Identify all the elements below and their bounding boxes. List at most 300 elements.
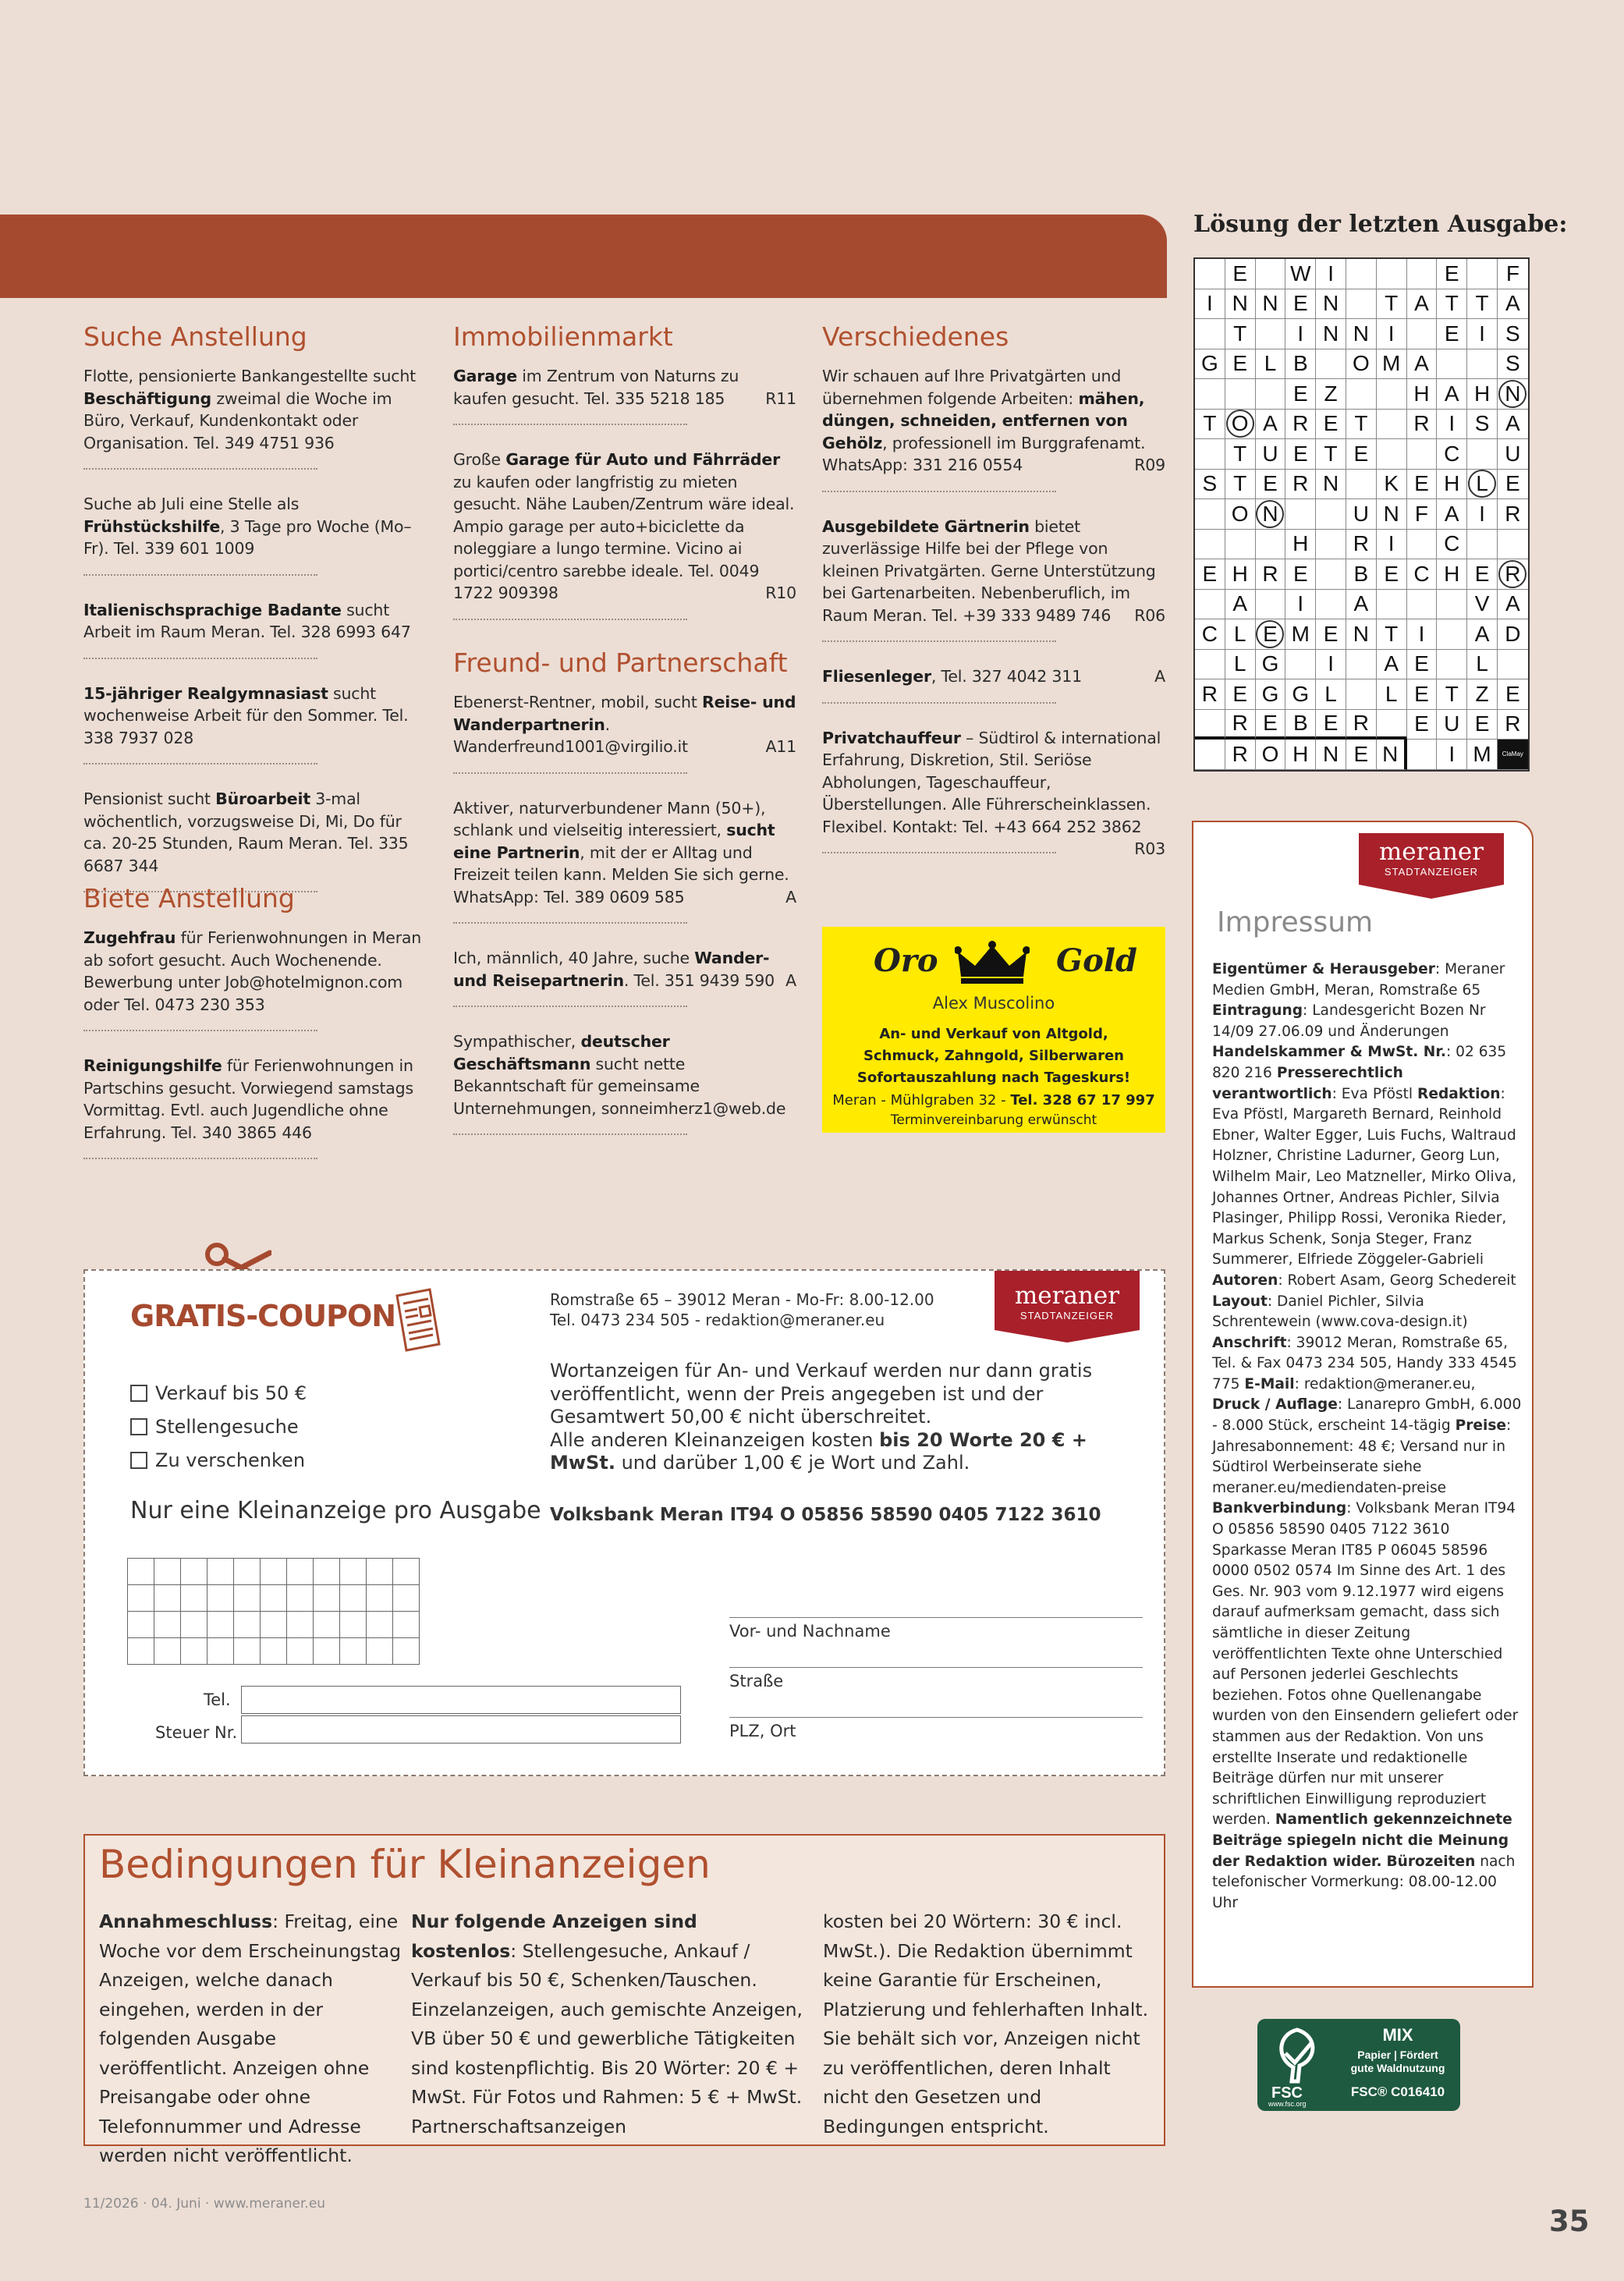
classified-ad: Reinigungshilfe für Ferienwohnungen in Partschins gesucht. Vorwiegend samstags Vormittag. Evtl. auch Jugendliche ohne Erfahrung. Tel. 340 3865 446 xyxy=(83,1055,427,1159)
grid-cell[interactable] xyxy=(207,1638,234,1665)
classified-ad: Fliesenleger, Tel. 327 4042 311 A xyxy=(822,665,1165,704)
grid-cell[interactable] xyxy=(128,1612,154,1638)
crossword-cell xyxy=(1377,410,1407,440)
crossword-cell: A xyxy=(1498,410,1528,440)
meraner-logo xyxy=(1359,833,1504,885)
crossword-cell: T xyxy=(1437,289,1467,320)
crossword-cell xyxy=(1407,259,1438,289)
crossword-cell: S xyxy=(1498,349,1528,380)
grid-cell[interactable] xyxy=(207,1585,234,1612)
heading-suche-anstellung: Suche Anstellung xyxy=(83,321,307,352)
crossword-cell: E xyxy=(1285,379,1316,410)
crossword-cell: L xyxy=(1467,470,1498,500)
classified-ad: Suche ab Juli eine Stelle als Frühstückshilfe, 3 Tage pro Woche (Mo–Fr). Tel. 339 601 1009 xyxy=(83,493,427,576)
crossword-cell xyxy=(1346,379,1377,410)
crossword-cell: E xyxy=(1407,470,1438,500)
crossword-cell xyxy=(1195,499,1225,530)
crossword-cell xyxy=(1377,379,1407,410)
crossword-cell xyxy=(1256,259,1286,289)
grid-cell[interactable] xyxy=(314,1638,340,1665)
crossword-cell: O xyxy=(1346,349,1377,380)
conditions-title: Bedingungen für Kleinanzeigen xyxy=(99,1842,711,1887)
crossword-cell: H xyxy=(1225,559,1256,590)
classified-ad: Zugehfrau für Ferienwohnungen in Meran ab sofort gesucht. Auch Wochenende. Bewerbung unter Job@hotelmignon.com oder Tel. 0473 230 353 xyxy=(83,927,427,1031)
grid-cell[interactable] xyxy=(314,1612,340,1638)
grid-cell[interactable] xyxy=(154,1585,181,1612)
grid-cell[interactable] xyxy=(261,1559,287,1585)
street-label: Straße xyxy=(729,1672,784,1690)
impressum-entry: Preise: Jahresabonnement: 48 €; Versand nur in Südtirol Werbeinserate siehe meraner.eu/mediendaten-preise xyxy=(1212,1417,1512,1496)
classified-ad: 15-jähriger Realgymnasiast sucht wochenweise Arbeit für den Sommer. Tel. 338 7937 028 xyxy=(83,683,427,765)
crossword-cell: U xyxy=(1256,439,1286,470)
heading-verschiedenes: Verschiedenes xyxy=(822,321,1009,352)
crossword-cell: A xyxy=(1407,289,1438,320)
crossword-cell: L xyxy=(1256,349,1286,380)
crossword-cell: E xyxy=(1437,259,1467,289)
crossword-cell: A xyxy=(1498,289,1528,320)
crossword-cell: E xyxy=(1285,439,1316,470)
crossword-cell: S xyxy=(1195,470,1225,500)
impressum-entry: Im Sinne des Art. 1 des Ges. Nr. 903 vom 9.12.1977 wird eigens darauf aufmerksam gemacht, dass sich sämtliche in dieser Zeitung veröffentlichten Texte ohne Unterschied auf Personen jederlei Geschlechts beziehen. Fotos ohne Quellenangabe wurden von den Einsendern geliefert oder stammen aus der Redaktion. Von uns erstellte Inserate und redaktionelle Beiträge dürfen nur mit unserer schriftlichen Einwilligung reproduziert werden. xyxy=(1212,1563,1519,1829)
crossword-cell xyxy=(1467,259,1498,289)
gratis-coupon xyxy=(83,1269,1165,1776)
crossword-cell: E xyxy=(1316,410,1346,440)
crossword-cell: I xyxy=(1467,319,1498,349)
impressum-entry: Bankverbindung: Volksbank Meran IT94 O 05856 58590 0405 7122 3610 Sparkasse Meran IT85 P 06045 58596 0000 0502 0574 xyxy=(1212,1500,1516,1580)
crossword-cell: A xyxy=(1467,619,1498,650)
crossword-cell: R xyxy=(1285,410,1316,440)
crossword-cell: R xyxy=(1498,559,1528,590)
crossword-cell: B xyxy=(1285,349,1316,380)
crossword-cell xyxy=(1437,619,1467,650)
checkbox-verschenken[interactable] xyxy=(130,1452,147,1469)
grid-cell[interactable] xyxy=(340,1585,367,1612)
crossword-cell xyxy=(1407,740,1438,770)
crossword-cell: T xyxy=(1225,470,1256,500)
fsc-line2: gute Waldnutzung xyxy=(1350,2062,1445,2074)
crossword-cell: O xyxy=(1225,410,1256,440)
tax-label: Steuer Nr. xyxy=(155,1723,238,1742)
crossword-cell: T xyxy=(1346,410,1377,440)
grid-cell[interactable] xyxy=(287,1638,314,1665)
grid-cell[interactable] xyxy=(314,1559,340,1585)
impressum-entry: Anschrift: 39012 Meran, Romstraße 65, Tel. & Fax 0473 234 505, Handy 333 4545 775 xyxy=(1212,1334,1517,1392)
grid-cell[interactable] xyxy=(234,1612,261,1638)
crossword-cell: R xyxy=(1498,710,1528,740)
crossword-cell xyxy=(1316,499,1346,530)
grid-cell[interactable] xyxy=(234,1638,261,1665)
grid-cell[interactable] xyxy=(234,1559,261,1585)
coupon-address: Romstraße 65 – 39012 Meran - Mo-Fr: 8.00-12.00 xyxy=(550,1290,934,1309)
coupon-logo-ribbon xyxy=(995,1330,1140,1343)
crossword-cell: T xyxy=(1195,410,1225,440)
crossword-cell: G xyxy=(1285,679,1316,710)
crossword-cell: E xyxy=(1316,710,1346,740)
ad-code: A xyxy=(785,887,796,906)
crossword-cell xyxy=(1498,530,1528,560)
crossword-cell: E xyxy=(1346,439,1377,470)
crossword-cell: R xyxy=(1195,679,1225,710)
crossword-cell xyxy=(1285,499,1316,530)
impressum-entry: Handelskammer & MwSt. Nr.: 02 635 820 216 xyxy=(1212,1044,1507,1081)
crossword-cell xyxy=(1437,650,1467,680)
crossword-cell: I xyxy=(1467,499,1498,530)
option-stellengesuche[interactable]: Stellengesuche xyxy=(130,1410,307,1444)
grid-cell[interactable] xyxy=(181,1585,207,1612)
ad-code: R10 xyxy=(765,584,796,602)
crossword-cell: A xyxy=(1346,590,1377,620)
crossword-cell: I xyxy=(1377,530,1407,560)
conditions-col3: kosten bei 20 Wörtern: 30 € incl. MwSt.). Die Redaktion übernimmt keine Garantie für Erscheinen, Platzierung und fehlerhaften Inhalt. Sie behält sich vor, Anzeigen nicht zu veröffentlichen, deren Inhalt nicht den Gesetzen und Bedingungen entspricht. xyxy=(823,1910,1149,2137)
ad-code: A11 xyxy=(765,737,796,756)
impressum-entry: Redaktion: Eva Pföstl, Margareth Bernard, Reinhold Ebner, Walter Egger, Luis Fuchs, Waltraud Holzner, Christine Ladurner, Georg Lun, Wilhelm Mair, Leo Matzneller, Mirko Oliva, Johannes Ortner, Andreas Pichler, Silvia Plasinger, Philipp Rossi, Veronika Rieder, Markus Schenk, Sonja Steger, Franz Summerer, Elfriede Zöggeler-Gabrieli xyxy=(1212,1085,1517,1268)
tel-field[interactable] xyxy=(241,1686,681,1714)
grid-cell[interactable] xyxy=(181,1612,207,1638)
solution-title: Lösung der letzten Ausgabe: xyxy=(1193,211,1568,238)
fsc-web: www.fsc.org xyxy=(1268,2100,1307,2108)
logo-line1: meraner xyxy=(1378,838,1484,866)
grid-cell[interactable] xyxy=(393,1585,420,1612)
classified-ad: Ich, männlich, 40 Jahre, suche Wander- und Reisepartnerin. Tel. 351 9439 590 A xyxy=(453,947,796,1007)
crossword-cell xyxy=(1407,530,1438,560)
gold-ad-line3: Sofortauszahlung nach Tageskurs! xyxy=(856,1070,1131,1086)
crossword-cell: C xyxy=(1407,559,1438,590)
crossword-cell xyxy=(1316,530,1346,560)
crossword-cell xyxy=(1407,590,1438,620)
crossword-cell xyxy=(1316,590,1346,620)
crossword-cell xyxy=(1316,349,1346,380)
grid-cell[interactable] xyxy=(367,1612,393,1638)
crossword-cell xyxy=(1467,530,1498,560)
conditions-col2: Nur folgende Anzeigen sind kostenlos: Stellengesuche, Ankauf / Verkauf bis 50 €, Schenken/Tauschen. Einzelanzeigen, auch gemischte Anzeigen, VB über 50 € und gewerbliche Tätigkeiten sind kostenpflichtig. Bis 20 Wörter: 20 € + MwSt. Für Fotos und Rahmen: 5 € + MwSt. Partnerschaftsanzeigen xyxy=(411,1910,803,2137)
crossword-cell xyxy=(1195,439,1225,470)
grid-cell[interactable] xyxy=(207,1559,234,1585)
crossword-cell: A xyxy=(1437,379,1467,410)
crossword-cell xyxy=(1195,590,1225,620)
crossword-cell: M xyxy=(1377,349,1407,380)
crossword-solution xyxy=(1193,257,1530,772)
crossword-cell: R xyxy=(1346,530,1377,560)
ads-immobilienmarkt xyxy=(453,365,796,644)
crossword-cell xyxy=(1346,470,1377,500)
crossword-cell: N xyxy=(1377,740,1407,770)
classified-ad: Italienischsprachige Badante sucht Arbeit im Raum Meran. Tel. 328 6993 647 xyxy=(83,599,427,659)
crossword-cell xyxy=(1195,740,1225,770)
crossword-cell: Z xyxy=(1316,379,1346,410)
crossword-cell: H xyxy=(1437,559,1467,590)
crossword-cell xyxy=(1498,650,1528,680)
grid-cell[interactable] xyxy=(234,1585,261,1612)
checkbox-verkauf[interactable] xyxy=(130,1385,147,1402)
ad-code: R09 xyxy=(1134,456,1165,474)
crossword-cell: H xyxy=(1467,379,1498,410)
crossword-cell: R xyxy=(1225,740,1256,770)
crossword-cell: T xyxy=(1377,289,1407,320)
crossword-cell: V xyxy=(1467,590,1498,620)
crossword-cell xyxy=(1225,379,1256,410)
coupon-bank: Volksbank Meran IT94 O 05856 58590 0405 7122 3610 xyxy=(550,1505,1101,1525)
crossword-cell: M xyxy=(1285,619,1316,650)
classified-ad: Sympathischer, deutscher Geschäftsmann sucht nette Bekanntschaft für gemeinsame Unternehmungen, sonneimherz1@web.de xyxy=(453,1031,796,1135)
crossword-cell: N xyxy=(1316,289,1346,320)
classified-ad: Garage im Zentrum von Naturns zu kaufen gesucht. Tel. 335 5218 185 R11 xyxy=(453,365,796,425)
classified-ad: Privatchauffeur – Südtirol & international Erfahrung, Diskretion, Stil. Seriöse Abholungen, Tageschauffeur, Überstellungen. Alle Führerscheinklassen. Flexibel. Kontakt: Tel. +43 664 252 3862 R03 xyxy=(822,727,1165,854)
crossword-cell: I xyxy=(1316,259,1346,289)
crossword-cell: N xyxy=(1377,499,1407,530)
conditions-box xyxy=(83,1834,1165,2166)
grid-cell[interactable] xyxy=(287,1612,314,1638)
name-label: Vor- und Nachname xyxy=(729,1622,891,1641)
crossword-cell xyxy=(1195,710,1225,740)
crossword-cell: N xyxy=(1316,470,1346,500)
coupon-contact: Tel. 0473 234 505 - redaktion@meraner.eu xyxy=(550,1311,885,1329)
coupon-text-2: Alle anderen Kleinanzeigen kosten bis 20 Worte 20 € + MwSt. und darüber 1,00 € je Wort und Zahl. xyxy=(550,1428,1087,1474)
crossword-cell xyxy=(1346,650,1377,680)
grid-cell[interactable] xyxy=(207,1612,234,1638)
option-verschenken[interactable]: Zu verschenken xyxy=(130,1444,307,1478)
gold-ad xyxy=(822,927,1165,1133)
crossword-cell: L xyxy=(1377,679,1407,710)
crossword-cell: E xyxy=(1498,679,1528,710)
grid-cell[interactable] xyxy=(128,1585,154,1612)
crossword-cell: A xyxy=(1437,499,1467,530)
crossword-cell: C xyxy=(1437,530,1467,560)
ads-suche-anstellung xyxy=(83,365,427,916)
page-number: 35 xyxy=(1549,2205,1590,2238)
newspaper-icon xyxy=(394,1288,444,1353)
grid-cell[interactable] xyxy=(261,1638,287,1665)
crossword-cell: F xyxy=(1407,499,1438,530)
grid-cell[interactable] xyxy=(128,1559,154,1585)
crossword-cell xyxy=(1195,259,1225,289)
impressum-title: Impressum xyxy=(1217,906,1374,938)
impressum-entry: Eigentümer & Herausgeber: Meraner Medien GmbH, Meran, Romstraße 65 xyxy=(1212,961,1505,999)
crossword-cell xyxy=(1195,319,1225,349)
grid-cell[interactable] xyxy=(393,1638,420,1665)
crossword-cell: E xyxy=(1316,619,1346,650)
crossword-cell: E xyxy=(1498,470,1528,500)
heading-immobilienmarkt: Immobilienmarkt xyxy=(453,321,673,352)
grid-cell[interactable] xyxy=(261,1612,287,1638)
crossword-cell xyxy=(1256,319,1286,349)
crossword-cell: H xyxy=(1407,379,1438,410)
grid-cell[interactable] xyxy=(287,1585,314,1612)
tel-label: Tel. xyxy=(204,1690,231,1709)
grid-cell[interactable] xyxy=(181,1638,207,1665)
crossword-cell xyxy=(1346,259,1377,289)
crossword-cell: N xyxy=(1316,740,1346,770)
crossword-cell xyxy=(1407,319,1438,349)
crossword-cell xyxy=(1437,349,1467,380)
crossword-cell: L xyxy=(1467,650,1498,680)
crossword-cell xyxy=(1285,650,1316,680)
tax-field[interactable] xyxy=(241,1715,681,1744)
crossword-cell: R xyxy=(1407,410,1438,440)
heading-freund-partnerschaft: Freund- und Partnerschaft xyxy=(453,647,788,678)
crossword-cell: N xyxy=(1498,379,1528,410)
crossword-cell: U xyxy=(1498,439,1528,470)
crossword-cell xyxy=(1377,710,1407,740)
crossword-cell: I xyxy=(1437,410,1467,440)
grid-cell[interactable] xyxy=(154,1638,181,1665)
crossword-cell: I xyxy=(1437,740,1467,770)
grid-cell[interactable] xyxy=(181,1559,207,1585)
impressum-entry: Autoren: Robert Asam, Georg Schedereit xyxy=(1212,1272,1516,1289)
heading-biete-anstellung: Biete Anstellung xyxy=(83,883,295,913)
crossword-cell: N xyxy=(1256,289,1286,320)
crossword-cell: E xyxy=(1225,679,1256,710)
gold-ad-line1: An- und Verkauf von Altgold, xyxy=(879,1026,1108,1042)
crossword-cell: D xyxy=(1498,619,1528,650)
crossword-cell: E xyxy=(1225,259,1256,289)
crossword-cell xyxy=(1346,679,1377,710)
plz-line[interactable] xyxy=(729,1717,1143,1718)
crossword-cell xyxy=(1407,439,1438,470)
plz-label: PLZ, Ort xyxy=(729,1722,796,1740)
crossword-cell: I xyxy=(1407,619,1438,650)
crossword-cell xyxy=(1195,379,1225,410)
impressum-entry: Eintragung: Landesgericht Bozen Nr 14/09 27.06.09 und Änderungen xyxy=(1212,1002,1486,1040)
fsc-badge-box xyxy=(1257,2019,1460,2111)
crown-icon xyxy=(955,941,1030,984)
gold-ad-brand-right: Gold xyxy=(1056,942,1138,979)
crossword-cell: U xyxy=(1437,710,1467,740)
coupon-logo-line1: meraner xyxy=(1014,1282,1120,1310)
conditions-col1: Annahmeschluss: Freitag, eine Woche vor dem Erscheinungstag Anzeigen, welche danach eingehen, werden in der folgenden Ausgabe veröffentlicht. Anzeigen ohne Preisangabe oder ohne Telefonnummer und Adresse werden nicht veröffentlicht. xyxy=(99,1910,402,2166)
crossword-cell: E xyxy=(1256,710,1286,740)
crossword-cell: E xyxy=(1407,650,1438,680)
crossword-cell: N xyxy=(1346,319,1377,349)
grid-cell[interactable] xyxy=(340,1612,367,1638)
crossword-cell xyxy=(1256,379,1286,410)
impressum-entry: Layout: Daniel Pichler, Silvia Schrentewein (www.cova-design.it) xyxy=(1212,1293,1468,1331)
impressum-text xyxy=(1212,960,1524,1914)
grid-cell[interactable] xyxy=(314,1585,340,1612)
crossword-cell xyxy=(1256,530,1286,560)
grid-cell[interactable] xyxy=(261,1585,287,1612)
crossword-cell: T xyxy=(1316,439,1346,470)
crossword-cell: H xyxy=(1437,470,1467,500)
name-line[interactable] xyxy=(729,1617,1143,1618)
classified-ad: Aktiver, naturverbundener Mann (50+), schlank und vielseitig interessiert, sucht eine Partnerin, mit der er Alltag und Freizeit teilen kann. Melden Sie sich gerne. WhatsApp: Tel. 389 0609 585 A xyxy=(453,797,796,924)
gold-ad-name: Alex Muscolino xyxy=(932,994,1055,1013)
crossword-cell: E xyxy=(1285,559,1316,590)
ad-code: R06 xyxy=(1134,605,1165,625)
grid-cell[interactable] xyxy=(287,1559,314,1585)
crossword-cell: T xyxy=(1467,289,1498,320)
crossword-cell: R xyxy=(1346,710,1377,740)
crossword-cell: E xyxy=(1346,740,1377,770)
crossword-cell xyxy=(1225,530,1256,560)
crossword-cell: R xyxy=(1285,470,1316,500)
ad-code: R03 xyxy=(1134,839,1165,858)
crossword-cell: E xyxy=(1467,559,1498,590)
grid-cell[interactable] xyxy=(393,1559,420,1585)
one-ad-note: Nur eine Kleinanzeige pro Ausgabe xyxy=(130,1497,541,1524)
grid-cell[interactable] xyxy=(393,1612,420,1638)
grid-cell[interactable] xyxy=(154,1559,181,1585)
grid-cell[interactable] xyxy=(340,1638,367,1665)
logo-ribbon xyxy=(1359,885,1504,899)
crossword-cell: I xyxy=(1316,650,1346,680)
crossword-cell: H xyxy=(1285,740,1316,770)
crossword-cell xyxy=(1346,289,1377,320)
fsc-code: FSC® C016410 xyxy=(1350,2084,1445,2099)
logo-line2: STADTANZEIGER xyxy=(1384,866,1479,878)
fsc-line1: Papier | Fördert xyxy=(1357,2049,1438,2061)
grid-cell[interactable] xyxy=(367,1638,393,1665)
grid-cell[interactable] xyxy=(367,1585,393,1612)
crossword-cell: C xyxy=(1437,439,1467,470)
page-footer: 11/2026 · 04. Juni · www.meraner.eu xyxy=(83,2196,326,2212)
crossword-cell: L xyxy=(1225,650,1256,680)
crossword-cell: N xyxy=(1316,319,1346,349)
grid-cell[interactable] xyxy=(367,1559,393,1585)
crossword-cell: L xyxy=(1225,619,1256,650)
crossword-cell: E xyxy=(1407,710,1438,740)
crossword-cell xyxy=(1377,259,1407,289)
tree-check-icon xyxy=(1270,2027,1324,2089)
crossword-cell: A xyxy=(1225,590,1256,620)
crossword-cell: I xyxy=(1377,319,1407,349)
crossword-cell: S xyxy=(1467,410,1498,440)
crossword-cell: O xyxy=(1256,740,1286,770)
classified-ad: Flotte, pensionierte Bankangestellte sucht Beschäftigung zweimal die Woche im Büro, Verkauf, Kundenkontakt oder Organisation. Tel. 349 4751 936 xyxy=(83,365,427,470)
crossword-cell: N xyxy=(1256,499,1286,530)
crossword-cell: M xyxy=(1467,740,1498,770)
crossword-cell: T xyxy=(1437,679,1467,710)
grid-cell[interactable] xyxy=(154,1612,181,1638)
impressum-entry: Namentlich gekennzeichnete Beiträge spiegeln nicht die Meinung der Redaktion wider. xyxy=(1212,1811,1512,1870)
crossword-cell: F xyxy=(1498,259,1528,289)
option-verkauf[interactable]: Verkauf bis 50 € xyxy=(130,1377,307,1410)
word-grid[interactable] xyxy=(127,1558,420,1665)
crossword-cell: E xyxy=(1407,679,1438,710)
crossword-cell: A xyxy=(1377,650,1407,680)
crossword-cell xyxy=(1195,530,1225,560)
grid-cell[interactable] xyxy=(340,1559,367,1585)
grid-cell[interactable] xyxy=(128,1638,154,1665)
crossword-cell: G xyxy=(1256,650,1286,680)
gold-ad-tel: Tel. 328 67 17 997 xyxy=(1010,1092,1155,1109)
crossword-cell: E xyxy=(1225,349,1256,380)
crossword-cell: C xyxy=(1195,619,1225,650)
classified-ad: Ebenerst-Rentner, mobil, sucht Reise- und Wanderpartnerin. Wanderfreund1001@virgilio.it A11 xyxy=(453,691,796,774)
street-line[interactable] xyxy=(729,1667,1143,1668)
crossword-cell: B xyxy=(1285,710,1316,740)
impressum-entry: Presserechtlich verantwortlich: Eva Pföstl xyxy=(1212,1064,1413,1102)
crossword-cell: R xyxy=(1225,710,1256,740)
checkbox-stellengesuche[interactable] xyxy=(130,1418,147,1435)
crossword-cell: N xyxy=(1225,289,1256,320)
ads-biete-anstellung xyxy=(83,927,427,1183)
ad-code: A xyxy=(785,970,796,990)
impressum-entry: Bürozeiten nach telefonischer Vormerkung: 08.00-12.00 Uhr xyxy=(1212,1853,1516,1911)
crossword-cell: R xyxy=(1498,499,1528,530)
crossword-cell: A xyxy=(1498,590,1528,620)
classified-ad: Pensionist sucht Büroarbeit 3-mal wöchentlich, vorzugsweise Di, Mi, Do für ca. 20-25 Stunden, Raum Meran. Tel. 335 6687 344 xyxy=(83,788,427,892)
impressum-entry: Druck / Auflage: Lanarepro GmbH, 6.000 - 8.000 Stück, erscheint 14-tägig xyxy=(1212,1396,1522,1435)
crossword-cell: L xyxy=(1316,679,1346,710)
crossword-cell xyxy=(1467,349,1498,380)
crossword-cell: B xyxy=(1346,559,1377,590)
crossword-cell: E xyxy=(1285,289,1316,320)
ads-freund-partnerschaft xyxy=(453,691,796,1158)
coupon-logo-line2: STADTANZEIGER xyxy=(1019,1310,1115,1321)
ad-code: R11 xyxy=(765,388,796,408)
crossword-cell: T xyxy=(1225,319,1256,349)
gold-ad-address: Meran - Mühlgraben 32 - xyxy=(832,1092,1011,1109)
